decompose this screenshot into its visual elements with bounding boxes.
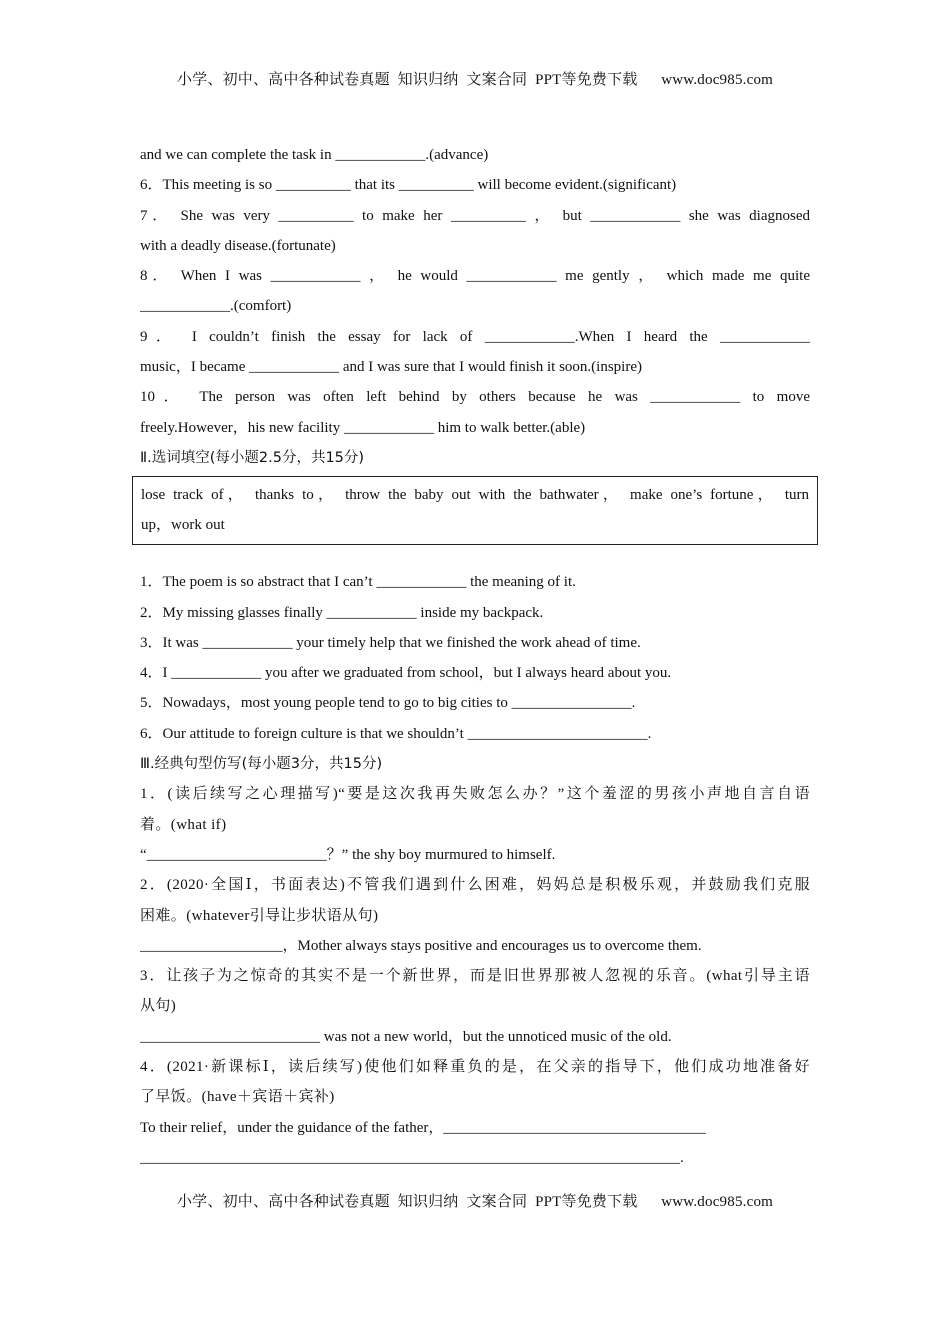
question-line: 从句) [140, 998, 177, 1015]
word-bank-box [132, 476, 818, 545]
section-3-items [140, 779, 810, 1173]
answer-line: ___________________，Mother always stays positive and encourages us to overcome them. [140, 937, 702, 954]
question-line: 3．让孩子为之惊奇的其实不是一个新世界，而是旧世界那被人忽视的乐音。(what引导主语 [140, 968, 810, 985]
page-header: 小学、初中、高中各种试卷真题 知识归纳 文案合同 PPT等免费下载 www.doc985.com [176, 72, 774, 88]
exercise-line: 10． The person was often left behind by others because he was ____________ to move [140, 389, 810, 406]
question-line: 4．(2021·新课标Ⅰ，读后续写)使他们如释重负的是，在父亲的指导下，他们成功地准备好 [140, 1059, 810, 1076]
question-line: 1．(读后续写之心理描写)“要是这次我再失败怎么办？”这个羞涩的男孩小声地自言自语 [140, 786, 810, 803]
answer-line: ________________________ was not a new world，but the unnoticed music of the old. [140, 1028, 672, 1045]
worksheet-body [140, 140, 810, 1173]
question-item: 2．My missing glasses finally ____________ inside my backpack. [140, 604, 544, 621]
page-footer: 小学、初中、高中各种试卷真题 知识归纳 文案合同 PPT等免费下载 www.doc985.com [176, 1194, 774, 1210]
question-item: 3．It was ____________ your timely help that we finished the work ahead of time. [140, 634, 641, 651]
part1-exercises [140, 140, 810, 443]
exercise-line: freely.However，his new facility ____________ him to walk better.(able) [140, 419, 586, 436]
question-line: 了早饭。(have＋宾语＋宾补) [140, 1089, 335, 1106]
answer-line: To their relief，under the guidance of the father，___________________________________ [140, 1119, 706, 1136]
word-bank-line: lose track of， thanks to， throw the baby out with the bathwater， make one’s fortune， turn [141, 487, 809, 504]
section-2-items [140, 567, 810, 749]
question-item: 5．Nowadays，most young people tend to go to big cities to ________________. [140, 695, 636, 712]
exercise-line: 9． I couldn’t finish the essay for lack of ____________.When I heard the ____________ [140, 328, 810, 345]
exercise-line: ____________.(comfort) [140, 298, 292, 315]
section-3-title: Ⅲ.经典句型仿写(每小题3分，共15分) [140, 756, 383, 773]
question-item: 1．The poem is so abstract that I can’t ____________ the meaning of it. [140, 574, 576, 591]
exercise-line: 6．This meeting is so __________ that its __________ will become evident.(significant) [140, 177, 677, 194]
answer-line: ________________________________________________________________________. [140, 1149, 684, 1166]
exercise-line: 7． She was very __________ to make her __________ ， but ____________ she was diagnosed [140, 207, 810, 224]
question-line: 困难。(whatever引导让步状语从句) [140, 907, 379, 924]
question-line: 着。(what if) [140, 816, 227, 833]
word-bank-line: up，work out [141, 517, 225, 534]
exercise-line: 8． When I was ____________ ， he would ____________ me gently ， which made me quite [140, 268, 810, 285]
question-item: 6．Our attitude to foreign culture is that we shouldn’t ________________________. [140, 725, 652, 742]
exercise-line: and we can complete the task in ____________.(advance) [140, 147, 489, 163]
section-2-title: Ⅱ.选词填空(每小题2.5分，共15分) [140, 449, 365, 466]
question-item: 4．I ____________ you after we graduated from school，but I always heard about you. [140, 665, 672, 682]
question-line: 2．(2020·全国Ⅰ，书面表达)不管我们遇到什么困难，妈妈总是积极乐观，并鼓励我们克服 [140, 877, 810, 894]
answer-line: “________________________？” the shy boy murmured to himself. [140, 846, 556, 863]
exercise-line: with a deadly disease.(fortunate) [140, 237, 336, 254]
exercise-line: music，I became ____________ and I was sure that I would finish it soon.(inspire) [140, 359, 642, 376]
